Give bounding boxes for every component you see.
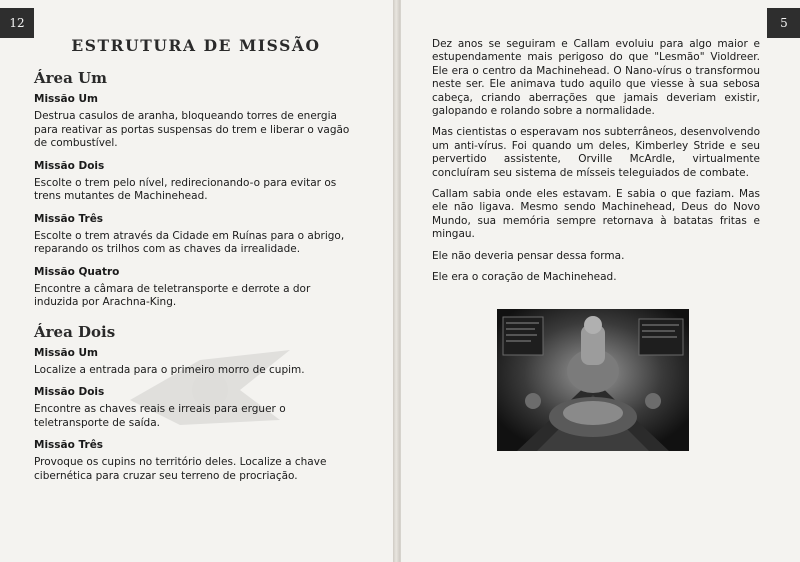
mission-text: Encontre a câmara de teletransporte e derrote a dor induzida por Arachna-King. [34, 282, 311, 308]
mission-text: Escolte o trem pelo nível, redirecionando-o para evitar os trens mutantes de Machinehead. [34, 176, 337, 202]
story-paragraph: Dez anos se seguiram e Callam evoluiu para algo maior e estupendamente mais perigoso do que "Lesmão" Violdreer. Ele era o centro da Machinehead. O Nano-vírus o transformou neste ser. Ele animava tudo aquilo que viesse à sua sebosa cabeça, criando aberrações que jamais deveriam existir, galopando e rolando sobre a normalidade. [432, 38, 760, 118]
mission-text: Escolte o trem através da Cidade em Ruínas para o abrigo, reparando os trilhos com as chaves da irrealidade. [34, 229, 345, 255]
mission-text: Provoque os cupins no território deles. Localize a chave cibernética para cruzar seu terreno de procriação. [34, 456, 327, 482]
book-gutter [393, 0, 400, 562]
left-page [0, 0, 394, 562]
mission-structure [34, 36, 358, 492]
area-title-2: Área Dois [34, 322, 116, 341]
story-paragraph: Mas cientistas o esperavam nos subterrâneos, desenvolvendo um anti-vírus. Foi quando um deles, Kimberley Stride e seu pervertido assistente, Orville McArdle, virtualmente concluíram seu sistema de mísseis teleguiados de combate. [432, 126, 760, 179]
mission-text: Destrua casulos de aranha, bloqueando torres de energia para reativar as portas suspensas do trem e liberar o vagão de combustível. [34, 110, 350, 149]
mission-name: Missão Um [34, 93, 98, 105]
page-number-left: 12 [0, 8, 34, 38]
area-title-1: Área Um [34, 69, 107, 87]
mission-name: Missão Dois [34, 159, 105, 172]
story-paragraph: Ele era o coração de Machinehead. [432, 271, 617, 284]
mission-name: Missão Dois [34, 386, 105, 398]
page-number-right: 5 [767, 8, 800, 38]
mission-name: Missão Três [34, 212, 104, 225]
machinehead-scene-icon [497, 309, 689, 451]
mission-text: Localize a entrada para o primeiro morro de cupim. [34, 363, 305, 376]
mission-name: Missão Quatro [34, 265, 120, 278]
story-paragraph: Ele não deveria pensar dessa forma. [432, 249, 625, 262]
story-text [432, 38, 760, 293]
story-paragraph: Callam sabia onde eles estavam. E sabia o que faziam. Mas ele não ligava. Mesmo sendo Machinehead, Deus do Novo Mundo, sua memória sempre retornava à batatas fritas e mingau. [432, 188, 760, 241]
machinehead-screenshot-image [497, 309, 689, 451]
mission-text: Encontre as chaves reais e irreais para erguer o teletransporte de saída. [34, 403, 286, 429]
page-title: ESTRUTURA DE MISSÃO [71, 36, 321, 55]
mission-name: Missão Três [34, 439, 104, 451]
mission-name: Missão Um [34, 346, 98, 359]
